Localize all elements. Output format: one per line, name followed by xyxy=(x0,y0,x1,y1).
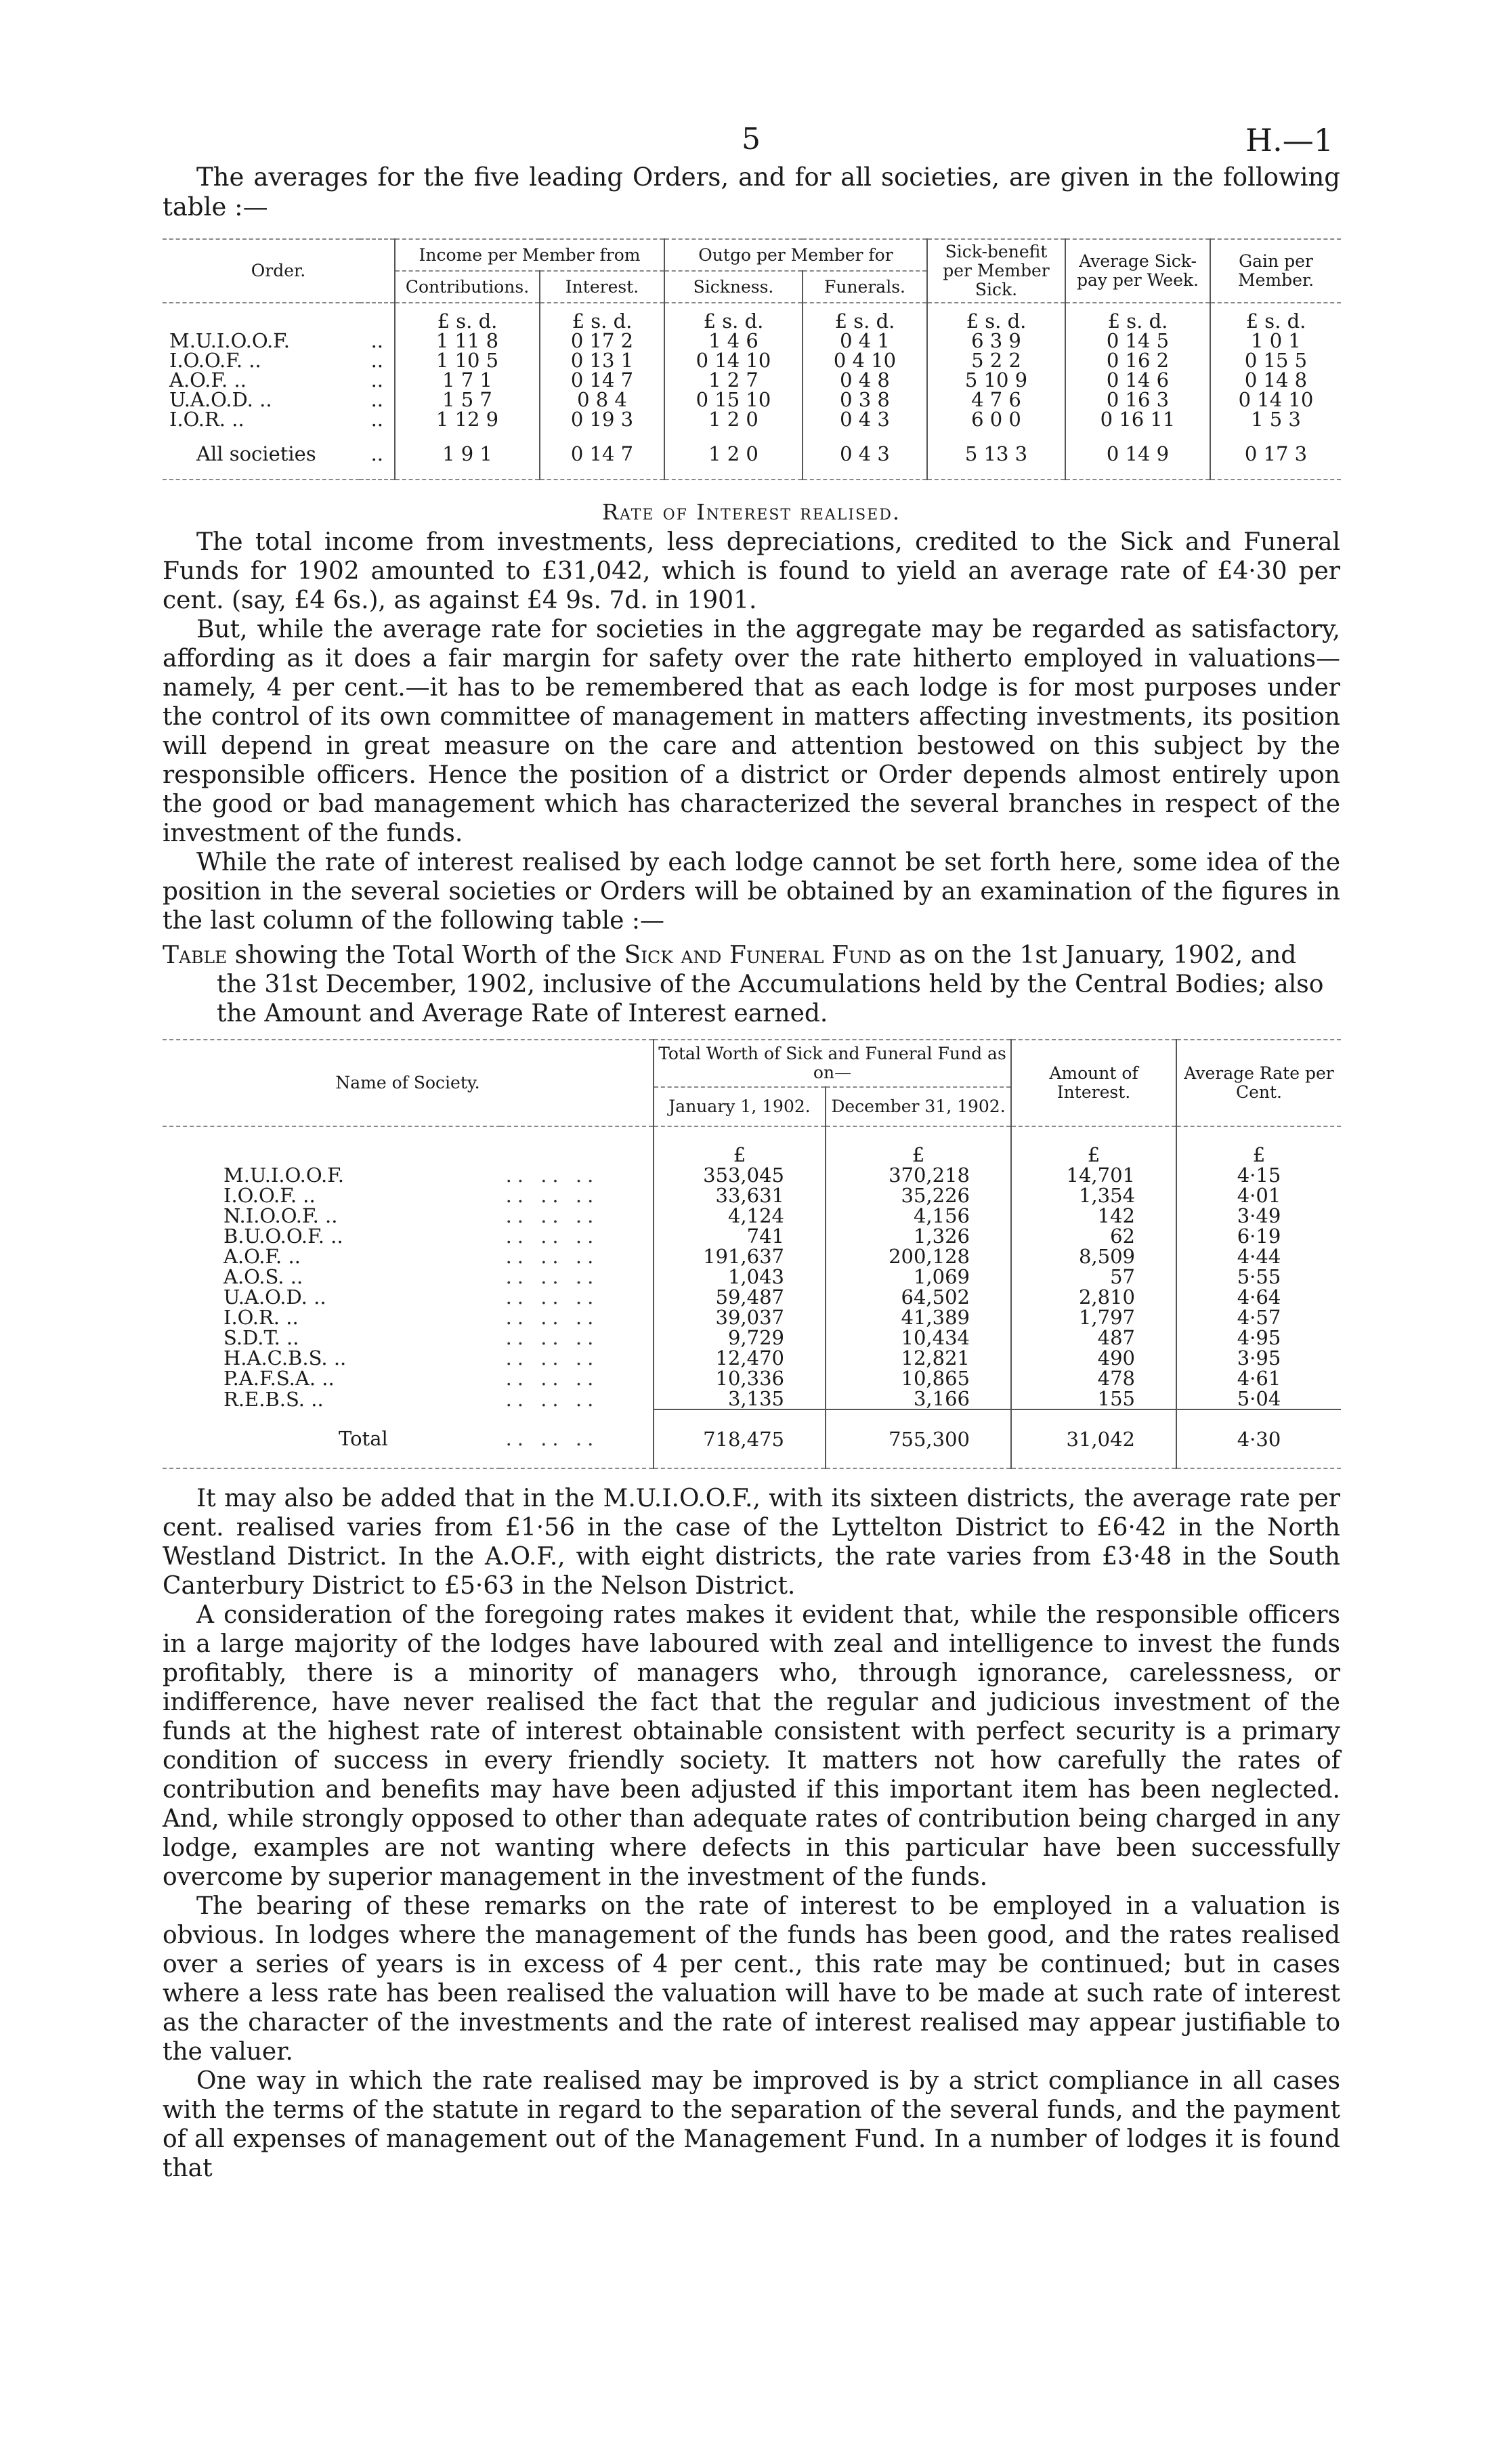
table-row: I.O.R. .. .. .. .. 39,037 41,389 1,797 4·57 xyxy=(163,1307,1341,1327)
body-paragraph: The total income from investments, less depreciations, credited to the Sick and Funeral Funds for 1902 amounted to £31,042, which is found to yield an average rate of £4·30 per cent. (say, £4 6s.), as against £4 9s. 7d. in 1901. xyxy=(163,528,1340,614)
table-row: A.O.F. .. .. .. .. 191,637 200,128 8,509 4·44 xyxy=(163,1246,1341,1267)
table-row: S.D.T. .. .. .. .. 9,729 10,434 487 4·95 xyxy=(163,1327,1341,1348)
table-row: H.A.C.B.S. .. .. .. .. 12,470 12,821 490 3·95 xyxy=(163,1348,1341,1368)
orders-averages-table xyxy=(163,238,1341,480)
col-funerals-header: Funerals. xyxy=(803,271,927,303)
table-row: M.U.I.O.O.F. .. .. .. 353,045 370,218 14,701 4·15 xyxy=(163,1165,1341,1185)
col-outgo-header: Outgo per Member for xyxy=(664,239,927,271)
table-row: U.A.O.D. .. .. .. .. 59,487 64,502 2,810 4·64 xyxy=(163,1287,1341,1307)
table-row: M.U.I.O.O.F. .. 1 11 8 0 17 2 1 4 6 0 4 1 6 3 9 0 14 5 1 0 1 xyxy=(163,331,1341,351)
table-row: I.O.O.F. .. .. 1 10 5 0 13 1 0 14 10 0 4 10 5 2 2 0 16 2 0 15 5 xyxy=(163,351,1341,370)
col-sick-benefit-header: Sick-benefit per Member Sick. xyxy=(927,239,1065,303)
col-society-header: Name of Society. xyxy=(335,1073,480,1092)
table-row: A.O.F. .. .. 1 7 1 0 14 7 1 2 7 0 4 8 5 10 9 0 14 6 0 14 8 xyxy=(163,370,1341,390)
col-income-header: Income per Member from xyxy=(395,239,664,271)
col-total-worth-header: Total Worth of Sick and Funeral Fund as on— xyxy=(654,1040,1011,1087)
table-row: I.O.O.F. .. .. .. .. 33,631 35,226 1,354 4·01 xyxy=(163,1185,1341,1206)
col-avg-rate-header: Average Rate per Cent. xyxy=(1176,1040,1341,1126)
intro-paragraph: The averages for the five leading Orders, and for all societies, are given in the following table :— xyxy=(163,163,1340,221)
body-paragraph: One way in which the rate realised may be improved is by a strict compliance in all cases with the terms of the statute in regard to the separation of the several funds, and the payment of all expenses of management out of the Management Fund. In a number of lodges it is found that xyxy=(163,2067,1340,2182)
document-reference: H.—1 xyxy=(1245,122,1333,158)
running-header xyxy=(163,102,1340,163)
body-paragraph: The bearing of these remarks on the rate of interest to be employed in a valuation is obvious. In lodges where the management of the funds has been good, and the rates realised over a series of years is in excess of 4 per cent., this rate may be continued; but in cases where a less rate has been realised the valuation will have to be made at such rate of interest as the character of the investments and the rate of interest realised may appear justifiable to the valuer. xyxy=(163,1892,1340,2066)
col-gain-header: Gain per Member. xyxy=(1210,239,1341,303)
col-interest-header: Interest. xyxy=(540,271,664,303)
col-jan-header: January 1, 1902. xyxy=(654,1087,826,1126)
page-number: 5 xyxy=(742,122,761,156)
col-avg-sick-pay-header: Average Sick-pay per Week. xyxy=(1065,239,1210,303)
body-paragraph: But, while the average rate for societies in the aggregate may be regarded as satisfactory, affording as it does a fair margin for safety over the rate hitherto employed in valuations—namely, 4 per cent.—it has to be remembered that as each lodge is for most purposes under the control of its own committee of management in matters affecting investments, its position will depend in great measure on the care and attention bestowed on this subject by the responsible officers. Hence the position of a district or Order depends almost entirely upon the good or bad management which has characterized the several branches in respect of the investment of the funds. xyxy=(163,616,1340,847)
section-heading: Rate of Interest realised. xyxy=(601,499,901,525)
table-row: P.A.F.S.A. .. .. .. .. 10,336 10,865 478 4·61 xyxy=(163,1368,1341,1388)
fund-worth-table xyxy=(163,1039,1341,1469)
col-sickness-header: Sickness. xyxy=(664,271,803,303)
col-contributions-header: Contributions. xyxy=(395,271,540,303)
table-row: N.I.O.O.F. .. .. .. .. 4,124 4,156 142 3·49 xyxy=(163,1206,1341,1226)
units-row: £ s. d. £ s. d. £ s. d. £ s. d. £ s. d. £ s. d. £ s. d. xyxy=(163,303,1341,331)
table-caption: Table showing the Total Worth of the Sick and Funeral Fund as on the 1st January, 1902, and the 31st December, 1902, inclusive of the Accumulations held by the Central Bodies; also the Amount and Average Rate of Interest earned. xyxy=(163,941,1324,1027)
col-order-header: Order. xyxy=(251,261,306,280)
body-paragraph: While the rate of interest realised by each lodge cannot be set forth here, some idea of the position in the several societies or Orders will be obtained by an examination of the figures in the last column of the following table :— xyxy=(163,849,1340,935)
table-row: B.U.O.O.F. .. .. .. .. 741 1,326 62 6·19 xyxy=(163,1226,1341,1246)
body-paragraph: A consideration of the foregoing rates makes it evident that, while the responsible officers in a large majority of the lodges have laboured with zeal and intelligence to invest the funds profitably, there is a minority of managers who, through ignorance, carelessness, or indifference, have never realised the fact that the regular and judicious investment of the funds at the highest rate of interest obtainable consistent with perfect security is a primary condition of success in every friendly society. It matters not how carefully the rates of contribution and benefits may have been adjusted if this important item has been neglected. And, while strongly opposed to other than adequate rates of contribution being charged in any lodge, examples are not wanting where defects in this particular have been successfully overcome by superior management in the investment of the funds. xyxy=(163,1601,1340,1891)
col-amount-header: Amount of Interest. xyxy=(1011,1040,1176,1126)
table-row: A.O.S. .. .. .. .. 1,043 1,069 57 5·55 xyxy=(163,1267,1341,1287)
col-dec-header: December 31, 1902. xyxy=(826,1087,1011,1126)
table-total-row: All societies .. 1 9 1 0 14 7 1 2 0 0 4 3 5 13 3 0 14 9 0 17 3 xyxy=(163,429,1341,480)
table-total-row: Total .. .. .. 718,475 755,300 31,042 4·30 xyxy=(163,1409,1341,1468)
table-row: I.O.R. .. .. 1 12 9 0 19 3 1 2 0 0 4 3 6 0 0 0 16 11 1 5 3 xyxy=(163,410,1341,429)
table-row: R.E.B.S. .. .. .. .. 3,135 3,166 155 5·04 xyxy=(163,1388,1341,1409)
units-row: £ £ £ £ xyxy=(163,1126,1341,1165)
table-row: U.A.O.D. .. .. 1 5 7 0 8 4 0 15 10 0 3 8 4 7 6 0 16 3 0 14 10 xyxy=(163,390,1341,410)
body-paragraph: It may also be added that in the M.U.I.O.O.F., with its sixteen districts, the average rate per cent. realised varies from £1·56 in the case of the Lyttelton District to £6·42 in the North Westland District. In the A.O.F., with eight districts, the rate varies from £3·48 in the South Canterbury District to £5·63 in the Nelson District. xyxy=(163,1485,1340,1600)
